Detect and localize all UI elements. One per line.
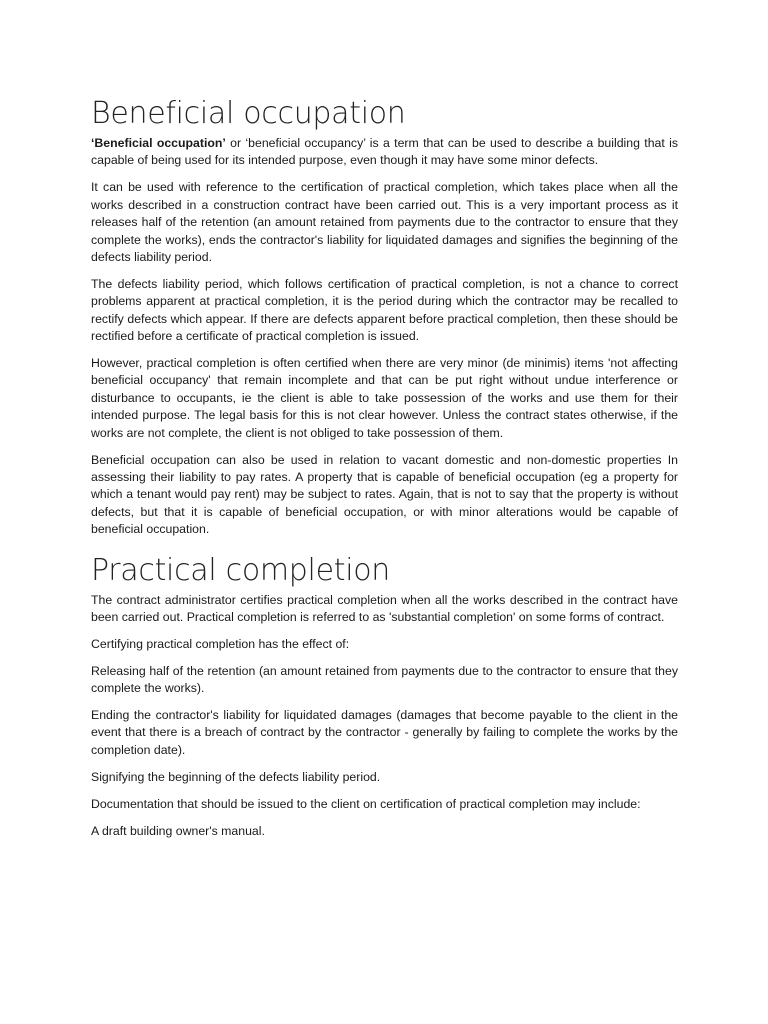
paragraph-de-minimis: However, practical completion is often certified when there are very minor (de minimis) items 'not affecting beneficial occupancy' that remain incomplete and that can be put right without undue interference or disturbance to occupants, ie the client is able to take possession of the works and use them for their intended purpose. The legal basis for this is not clear however. Unless the contract states otherwise, if the works are not complete, the client is not obliged to take possession of them. xyxy=(91,355,678,440)
term-beneficial-occupation: ‘Beneficial occupation’ xyxy=(91,136,226,150)
heading-beneficial-occupation: Beneficial occupation xyxy=(91,96,406,131)
paragraph-certification-reference: It can be used with reference to the certification of practical completion, which takes place when all the works described in a construction contract have been carried out. This is a very important process as it releases half of the retention (an amount retained from payments due to the contractor to ensure that they complete the works), ends the contractor's liability for liquidated damages and signifies the beginning of the defects liability period. xyxy=(91,180,678,264)
heading-practical-completion: Practical completion xyxy=(91,552,390,588)
paragraph-effect-intro: Certifying practical completion has the effect of: xyxy=(91,636,350,651)
paragraph-draft-manual: A draft building owner's manual. xyxy=(91,823,265,838)
paragraph-signifying-beginning: Signifying the beginning of the defects liability period. xyxy=(91,769,381,784)
definition-text: or ‘beneficial occupancy’ is a term that can be used to describe a building that is capable of being used for its intended purpose, even though it may have some minor defects. xyxy=(91,136,678,168)
paragraph-ending-liability: Ending the contractor's liability for liquidated damages (damages that become payable to the client in the event that there is a breach of contract by the contractor - generally by failing to complete the works by the completion date). xyxy=(91,708,678,757)
paragraph-documentation: Documentation that should be issued to the client on certification of practical completion may include: xyxy=(91,796,641,811)
paragraph-releasing-retention: Releasing half of the retention (an amount retained from payments due to the contractor to ensure that they complete the works). xyxy=(91,663,678,696)
paragraph-rates: Beneficial occupation can also be used in relation to vacant domestic and non-domestic properties In assessing their liability to pay rates. A property that is capable of beneficial occupation (eg a property for which a tenant would pay rent) may be subject to rates. Again, that is not to say that the property is without defects, but that it is capable of beneficial occupation, or with minor alterations would be capable of beneficial occupation. xyxy=(91,452,678,537)
paragraph-defects-liability: The defects liability period, which follows certification of practical completion, is not a chance to correct problems apparent at practical completion, it is the period during which the contractor may be recalled to rectify defects which appear. If there are defects apparent before practical completion, then these should be rectified before a certificate of practical completion is issued. xyxy=(91,276,678,344)
paragraph-contract-administrator: The contract administrator certifies practical completion when all the works described in the contract have been carried out. Practical completion is referred to as 'substantial completion' on some forms of contract. xyxy=(91,592,678,624)
paragraph-beneficial-definition xyxy=(91,135,678,170)
